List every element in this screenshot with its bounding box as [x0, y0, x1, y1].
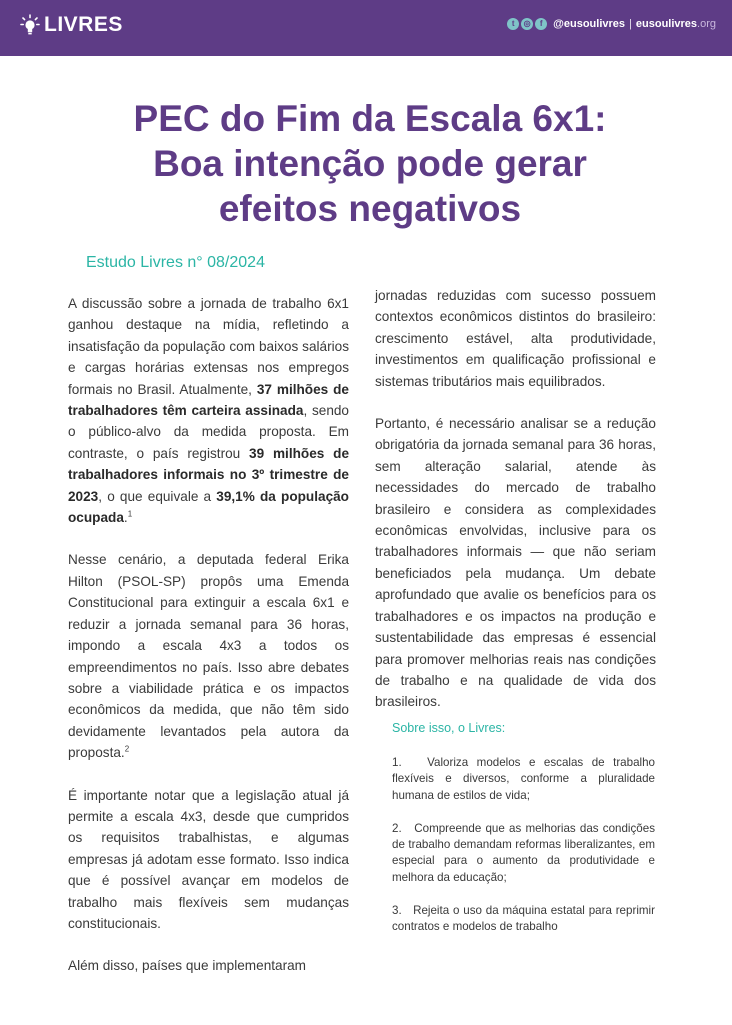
twitter-icon[interactable]: t — [507, 18, 519, 30]
position-list — [392, 755, 655, 953]
left-column — [68, 293, 349, 998]
social-links — [507, 16, 716, 32]
list-item: 3. Rejeita o uso da máquina estatal para reprimir contratos e modelos de trabalho — [392, 904, 655, 934]
paragraph-1: A discussão sobre a jornada de trabalho 6x1 ganhou destaque na mídia, refletindo a insatisfação da população com baixos salários e cargas horárias extensas nos empregos formais no Brasil. Atualmente, 37 milhões de trabalhadores têm carteira assinada, sendo o público-alvo da medida proposta. Em contraste, o país registrou 39 milhões de trabalhadores informais no 3º trimestre de 2023, o que equivale a 39,1% da população ocupada.$^1$ — [68, 296, 349, 526]
logo-text: LIVRES — [44, 13, 123, 36]
paragraph-4: Além disso, países que implementaram — [68, 958, 306, 974]
instagram-icon[interactable]: ◎ — [521, 18, 533, 30]
list-item: 1. Valoriza modelos e escalas de trabalho flexíveis e diversos, conforme a pluralidade humana de estilos de vida; — [392, 756, 655, 802]
list-item: 2. Compreende que as melhorias das condições de trabalho demandam reformas liberalizantes, em especial para o aumento da produtividade e melhora da educação; — [392, 821, 655, 884]
footnote-ref-2[interactable]: 2 — [124, 744, 130, 754]
website-tld[interactable]: .org — [697, 18, 716, 30]
header-separator: | — [629, 18, 632, 30]
paragraph-2: Nesse cenário, a deputada federal Erika Hilton (PSOL-SP) propôs uma Emenda Constitucional para extinguir a escala 6x1 e reduzir a jornada semanal para 36 horas, impondo a escala 4x3 a todos os empreendimentos no país. Isso abre debates sobre a viabilidade prática e os impactos econômicos da medida, que não têm sido devidamente levantados pela autora da proposta.$^2$ — [68, 552, 349, 761]
document-title — [60, 96, 680, 231]
footnote-ref-1[interactable]: 1 — [127, 509, 133, 519]
paragraph-5: jornadas reduzidas com sucesso possuem contextos econômicos distintos do brasileiro: crescimento estável, alta produtividade, investimentos em qualificação profissional e sistemas tributários mais equilibrados. — [375, 288, 656, 389]
highlight-formal-workers: 37 milhões de trabalhadores têm carteira assinada — [68, 381, 349, 419]
website-name[interactable]: eusoulivres — [635, 18, 698, 30]
livres-logo[interactable] — [20, 12, 123, 38]
highlight-informal-workers: 39 milhões de trabalhadores informais no 3º trimestre de 2023 — [68, 445, 349, 504]
highlight-percentage: 39,1% da população ocupada — [68, 488, 349, 526]
title-line-2: Boa intenção pode gerar — [153, 143, 587, 184]
study-number: Estudo Livres n° 08/2024 — [86, 254, 265, 271]
title-line-1: PEC do Fim da Escala 6x1: — [133, 98, 607, 139]
facebook-icon[interactable]: f — [535, 18, 547, 30]
header-bar — [0, 0, 732, 56]
paragraph-6: Portanto, é necessário analisar se a redução obrigatória da jornada semanal para 36 horas, sem alteração salarial, atende às necessidades do mercado de trabalho brasileiro e considera as complexidades econômicas envolvidas, inclusive para os trabalhadores informais — que não seriam beneficiados pela mudança. Um debate aprofundado que avalie os benefícios para os trabalhadores e os impactos na produção e sustentabilidade das empresas é essencial para promover melhorias reais nas condições de trabalho e na qualidade de vida dos brasileiros. — [375, 416, 656, 710]
title-line-3: efeitos negativos — [218, 188, 522, 229]
right-column — [375, 285, 656, 734]
paragraph-3: É importante notar que a legislação atual já permite a escala 4x3, desde que cumpridos os requisitos trabalhistas, e algumas empresas já adotam esse formato. Isso indica que é possível avançar em modelos de trabalho mais flexíveis sem mudanças constitucionais. — [68, 787, 349, 931]
lightbulb-icon — [20, 14, 40, 36]
section-heading: Sobre isso, o Livres: — [392, 721, 506, 735]
social-handle[interactable]: @eusoulivres — [553, 18, 626, 30]
